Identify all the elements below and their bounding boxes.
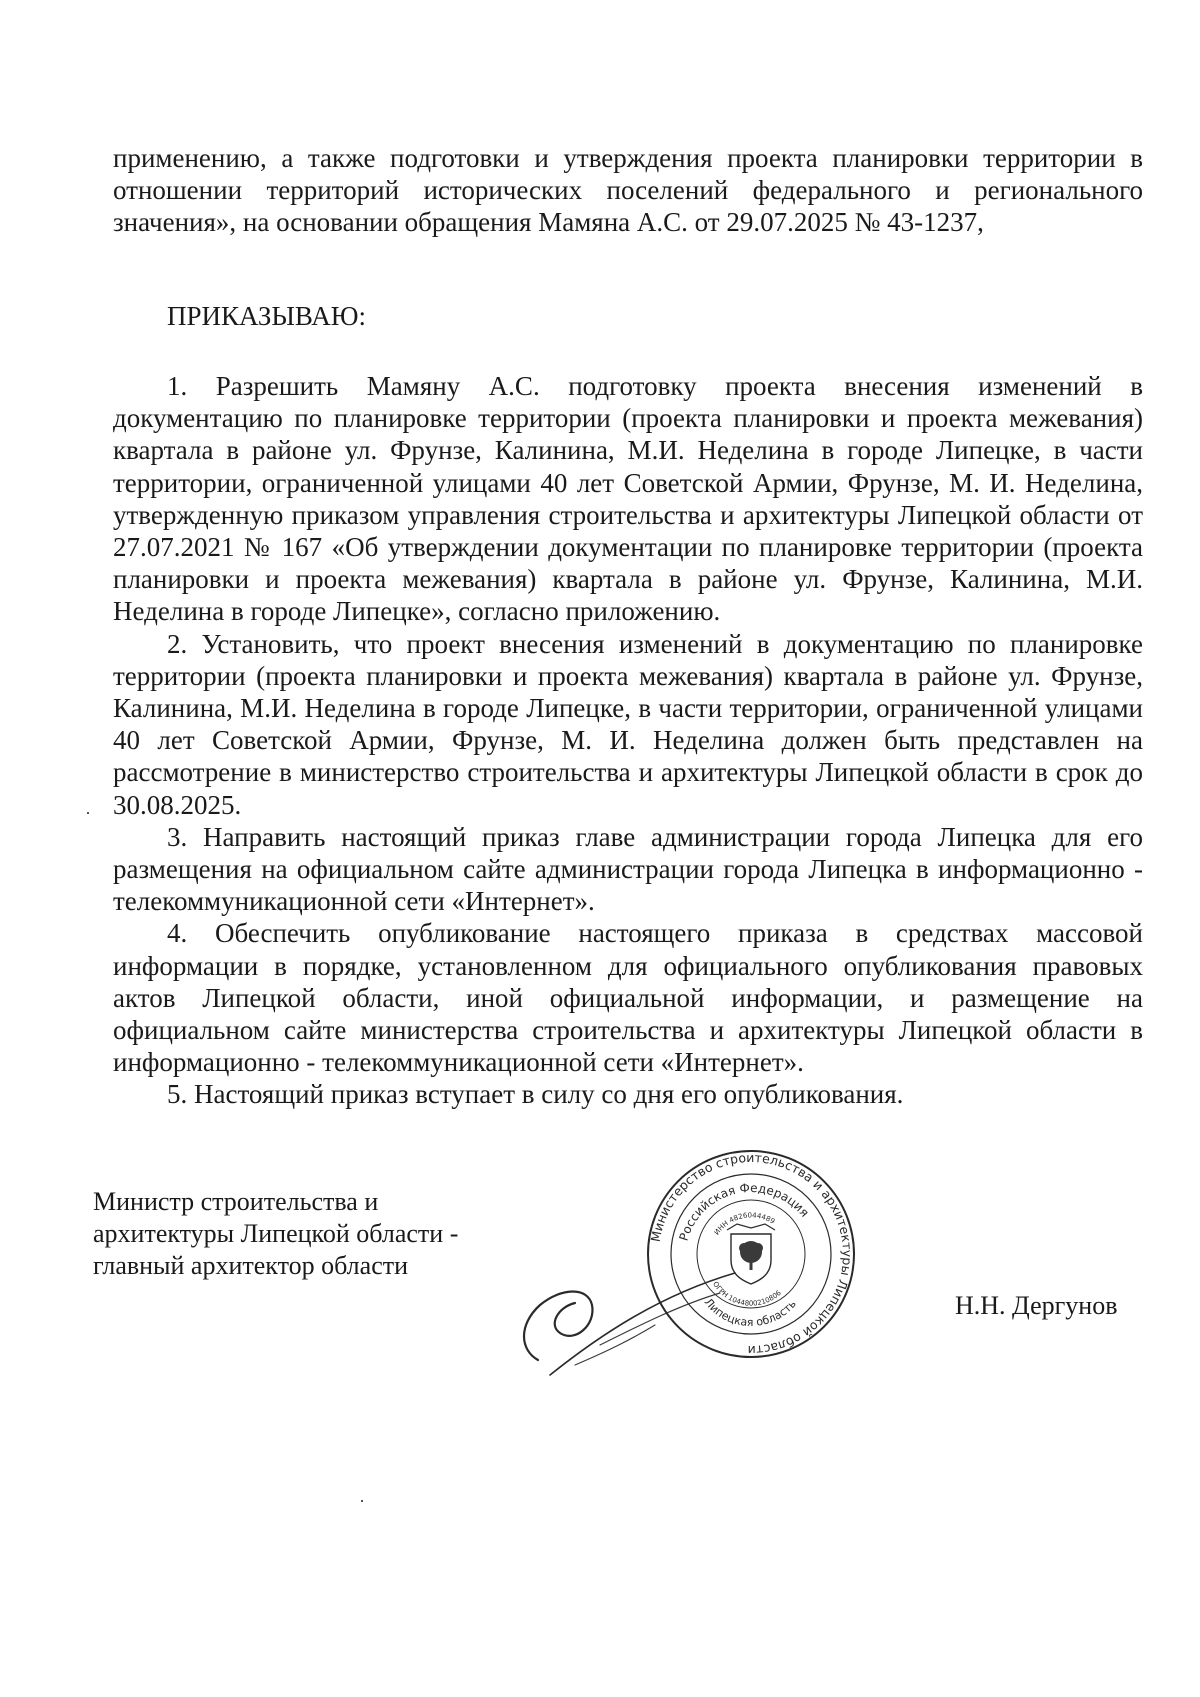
seal-inn-text: ИНН 4826044489 (712, 1211, 777, 1237)
seal-inner-bottom-text: Липецкая область (701, 1295, 799, 1330)
order-heading: ПРИКАЗЫВАЮ: (167, 301, 366, 331)
order-item-1: 1. Разрешить Мамяну А.С. подготовку проекта внесения изменений в документацию по планировке территории (проекта планировки и проекта межевания) квартала в районе ул. Фрунзе, Калинина, М.И. Неделина в городе Липецке, в части территории, ограниченной улицами 40 лет Советской Армии, Фрунзе, М. И. Неделина, утвержденную приказом управления строительства и архитектуры Липецкой области от 27.07.2021 № 167 «Об утверждении документации по планировке территории (проекта планировки и проекта межевания) квартала в районе ул. Фрунзе, Калинина, М.И. Неделина в городе Липецке», согласно приложению. (113, 371, 1143, 627)
signer-name: Н.Н. Дергунов (955, 1291, 1118, 1320)
order-item-4: 4. Обеспечить опубликование настоящего приказа в средствах массовой информации в порядке, установленном для официального опубликования правовых актов Липецкой области, иной официальной информации, и размещение на официальном сайте министерства строительства и архитектуры Липецкой области в информационно - телекоммуникационной сети «Интернет». (113, 918, 1143, 1078)
official-seal (645, 1148, 857, 1360)
order-item-5: 5. Настоящий приказ вступает в силу со дня его опубликования. (167, 1079, 904, 1110)
coat-of-arms-icon (727, 1224, 775, 1284)
seal-outer-text: Министерство строительства и архитектуры Липецкой области (647, 1149, 856, 1359)
signer-title: Министр строительства и архитектуры Липецкой области - главный архитектор области (93, 1187, 459, 1280)
order-item-2: 2. Установить, что проект внесения изменений в документацию по планировке территории (проекта планировки и проекта межевания) квартала в районе ул. Фрунзе, Калинина, М.И. Неделина в городе Липецке, в части территории, ограниченной улицами 40 лет Советской Армии, Фрунзе, М. И. Неделина должен быть представлен на рассмотрение в министерство строительства и архитектуры Липецкой области в срок до 30.08.2025. (113, 628, 1143, 820)
scan-speck (87, 812, 89, 814)
scan-speck (361, 1500, 363, 1502)
seal-inner-top-text: Российская Федерация (676, 1180, 812, 1243)
order-items-list (113, 370, 1143, 1111)
order-item-3: 3. Направить настоящий приказ главе администрации города Липецка для его размещения на официальном сайте администрации города Липецка в информационно - телекоммуникационной сети «Интернет». (113, 821, 1143, 917)
intro-paragraph: применению, а также подготовки и утверждения проекта планировки территории в отношении территорий исторических поселений федерального и регионального значения», на основании обращения Мамяна А.С. от 29.07.2025 № 43-1237, (113, 143, 1143, 238)
seal-ogrn-text: ОГРН 1044800210806 (711, 1280, 783, 1308)
